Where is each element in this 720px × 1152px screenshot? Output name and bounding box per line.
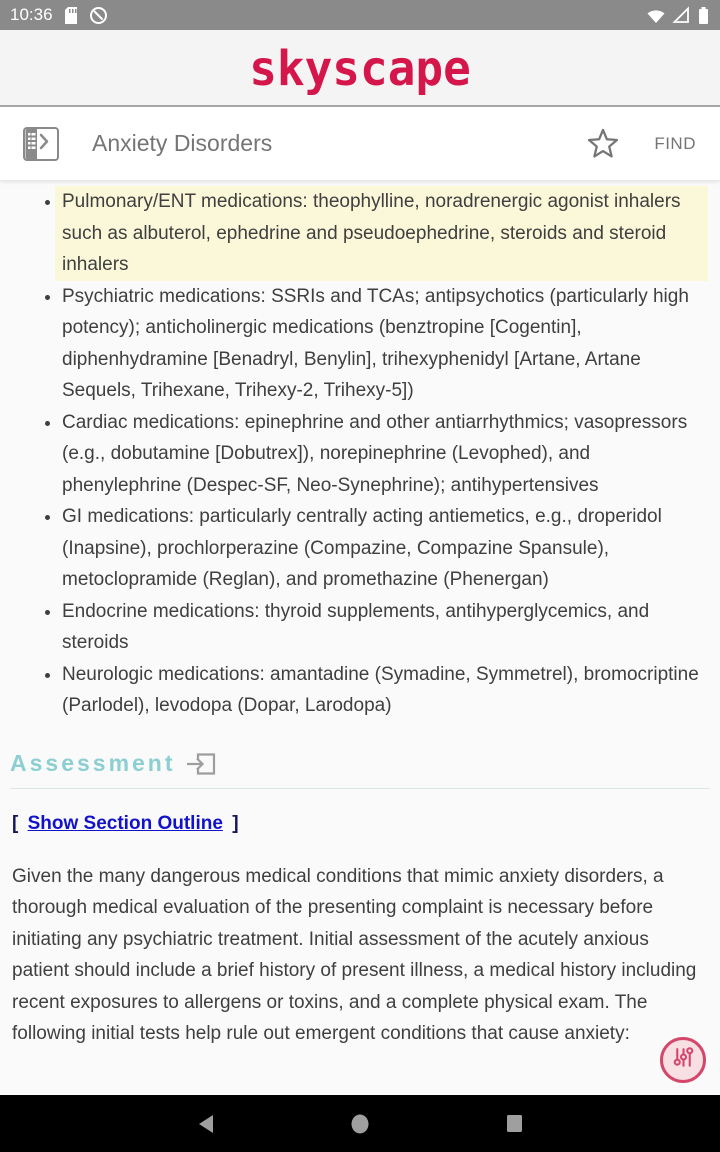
page-title: Anxiety Disorders xyxy=(92,130,273,156)
outline-panel-icon[interactable] xyxy=(20,123,62,165)
wifi-icon xyxy=(646,6,666,24)
jump-to-section-icon[interactable] xyxy=(184,749,218,779)
list-item: • Pulmonary/ENT medications: theophylline, noradrenergic agonist inhalers such as albuterol, ephedrine and pseudoephedrine, steroids and steroid inhalers xyxy=(62,186,708,281)
sd-card-icon xyxy=(63,6,79,25)
assessment-section-heading xyxy=(10,749,720,779)
document-body[interactable] xyxy=(0,180,720,1095)
find-button[interactable]: FIND xyxy=(654,133,696,153)
section-outline-toggle xyxy=(12,813,720,835)
open-bracket: [ xyxy=(12,812,19,834)
status-bar xyxy=(0,0,720,30)
home-button[interactable] xyxy=(338,1102,382,1146)
sliders-icon xyxy=(670,1044,697,1076)
medication-bullet-list xyxy=(0,186,720,722)
list-item: • Endocrine medications: thyroid supplements, antihyperglycemics, and steroids xyxy=(62,596,708,659)
battery-icon xyxy=(697,6,710,25)
data-saver-icon xyxy=(89,6,108,25)
display-settings-fab[interactable] xyxy=(660,1037,706,1083)
list-item: • Neurologic medications: amantadine (Symadine, Symmetrel), bromocriptine (Parlodel), levodopa (Dopar, Larodopa) xyxy=(62,659,708,722)
assessment-paragraph: Given the many dangerous medical conditions that mimic anxiety disorders, a thorough medical evaluation of the presenting complaint is necessary before initiating any psychiatric treatment. Initial assessment of the acutely anxious patient should include a brief history of present illness, a medical history including recent exposures to allergens or toxins, and a complete physical exam. The following initial tests help rule out emergent conditions that cause anxiety: xyxy=(12,865,697,1044)
cell-signal-icon xyxy=(672,6,691,24)
favorite-star-icon[interactable] xyxy=(586,127,620,160)
list-item: • Cardiac medications: epinephrine and other antiarrhythmics; vasopressors (e.g., dobutamine [Dobutrex]), norepinephrine (Levophed), and phenylephrine (Despec-SF, Neo-Synephrine); antihypertensives xyxy=(62,407,708,502)
recents-button[interactable] xyxy=(492,1102,536,1146)
clock-label: 10:36 xyxy=(10,5,53,24)
app-banner xyxy=(0,30,720,107)
section-title: Assessment xyxy=(10,750,176,776)
list-item: • Psychiatric medications: SSRIs and TCAs; antipsychotics (particularly high potency); anticholinergic medications (benztropine [Cogentin], diphenhydramine [Benadryl, Benylin], trihexyphenidyl [Artane, Artane Sequels, Trihexane, Trihexy-2, Trihexy-5]) xyxy=(62,281,708,407)
show-section-outline-link[interactable]: Show Section Outline xyxy=(27,812,223,834)
close-bracket: ] xyxy=(232,812,239,834)
android-navigation-bar xyxy=(0,1095,720,1152)
back-button[interactable] xyxy=(184,1102,228,1146)
document-header xyxy=(0,107,720,180)
section-divider xyxy=(10,788,710,789)
skyscape-logo: skyscape xyxy=(249,39,471,96)
list-item: • GI medications: particularly centrally acting antiemetics, e.g., droperidol (Inapsine), prochlorperazine (Compazine, Compazine Spansule), metoclopramide (Reglan), and promethazine (Phenergan) xyxy=(62,501,708,596)
